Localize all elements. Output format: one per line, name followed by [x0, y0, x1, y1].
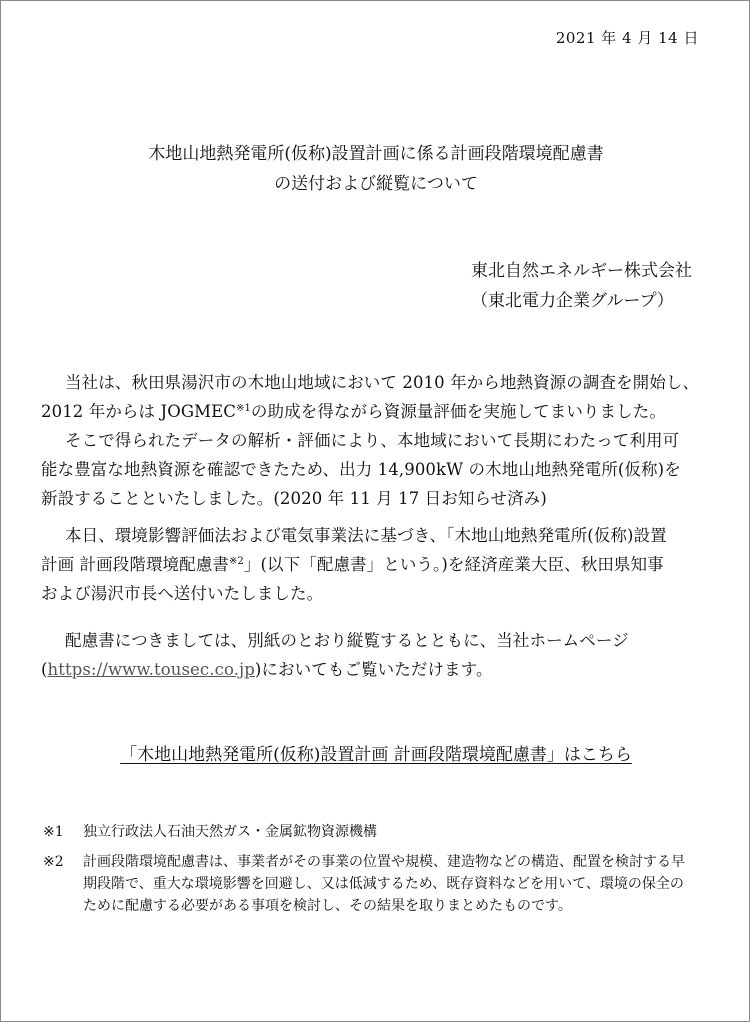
footnote-text [83, 851, 685, 917]
paragraph-line: 能な豊富な地熱資源を確認できたため、出力 14,900kW の木地山地熱発電所(仮称)を [41, 460, 681, 479]
release-date: 2021 年 4 月 14 日 [555, 29, 699, 47]
footnote-mark: ※2 [43, 854, 64, 870]
company-block [471, 256, 692, 316]
paren-open: ( [41, 660, 48, 679]
title-line-1: 木地山地熱発電所(仮称)設置計画に係る計画段階環境配慮書 [148, 144, 604, 164]
paragraph-line: 新設することといたしました。(2020 年 11 月 17 日お知らせ済み) [41, 489, 547, 508]
footnote-2 [43, 851, 713, 917]
footnote-line: 計画段階環境配慮書は、事業者がその事業の位置や規模、建造物などの構造、配置を検討する早 [83, 854, 685, 870]
company-name: 東北自然エネルギー株式会社 [471, 261, 692, 281]
paragraph-text: )においてもご覧いただけます。 [254, 660, 493, 679]
footnote-ref-1: ※1 [235, 403, 251, 414]
footnotes [43, 821, 713, 925]
footnote-ref-2: ※2 [228, 556, 244, 567]
paragraph-text: の助成を得ながら資源量評価を実施してまいりました。 [250, 402, 666, 421]
paragraph-background [41, 368, 711, 513]
paragraph-text: 計画 計画段階環境配慮書 [41, 555, 229, 574]
paragraph-public-inspection [41, 626, 711, 684]
footnote-line: 独立行政法人石油天然ガス・金属鉱物資源機構 [83, 824, 377, 840]
footnote-line: 期段階で、重大な環境影響を回避し、又は低減するため、既存資料などを用いて、環境の保全の [83, 876, 684, 892]
paragraph-line: そこで得られたデータの解析・評価により、本地域において長期にわたって利用可 [65, 431, 680, 450]
paragraph-line [41, 550, 711, 579]
paragraph-line: 本日、環境影響評価法および電気事業法に基づき、「木地山地熱発電所(仮称)設置 [65, 526, 667, 545]
footnote-line: ために配慮する必要がある事項を検討し、その結果を取りまとめたものです。 [83, 898, 572, 914]
consideration-document-link[interactable]: 「木地山地熱発電所(仮称)設置計画 計画段階環境配慮書」はこちら [120, 745, 632, 765]
company-group: （東北電力企業グループ） [471, 291, 674, 311]
paragraph-line: 配慮書につきましては、別紙のとおり縦覧するとともに、当社ホームページ [65, 631, 629, 650]
footnote-mark: ※1 [43, 824, 64, 840]
footnote-1 [43, 821, 713, 843]
homepage-link[interactable]: https://www.tousec.co.jp [47, 660, 255, 679]
paragraph-line: および湯沢市長へ送付いたしました。 [41, 584, 324, 603]
paragraph-submission [41, 521, 711, 608]
footnote-text [83, 821, 377, 843]
paragraph-text: 」(以下「配慮書」という。)を経済産業大臣、秋田県知事 [243, 555, 664, 574]
paragraph-text: 2012 年からは JOGMEC [41, 402, 236, 421]
title-line-2: の送付および縦覧について [274, 174, 478, 194]
document-title [1, 139, 750, 199]
consideration-document-link-row [1, 741, 750, 769]
paragraph-line: 当社は、秋田県湯沢市の木地山地域において 2010 年から地熱資源の調査を開始し、 [65, 373, 700, 392]
paragraph-line [41, 397, 711, 426]
paragraph-line [41, 655, 711, 684]
